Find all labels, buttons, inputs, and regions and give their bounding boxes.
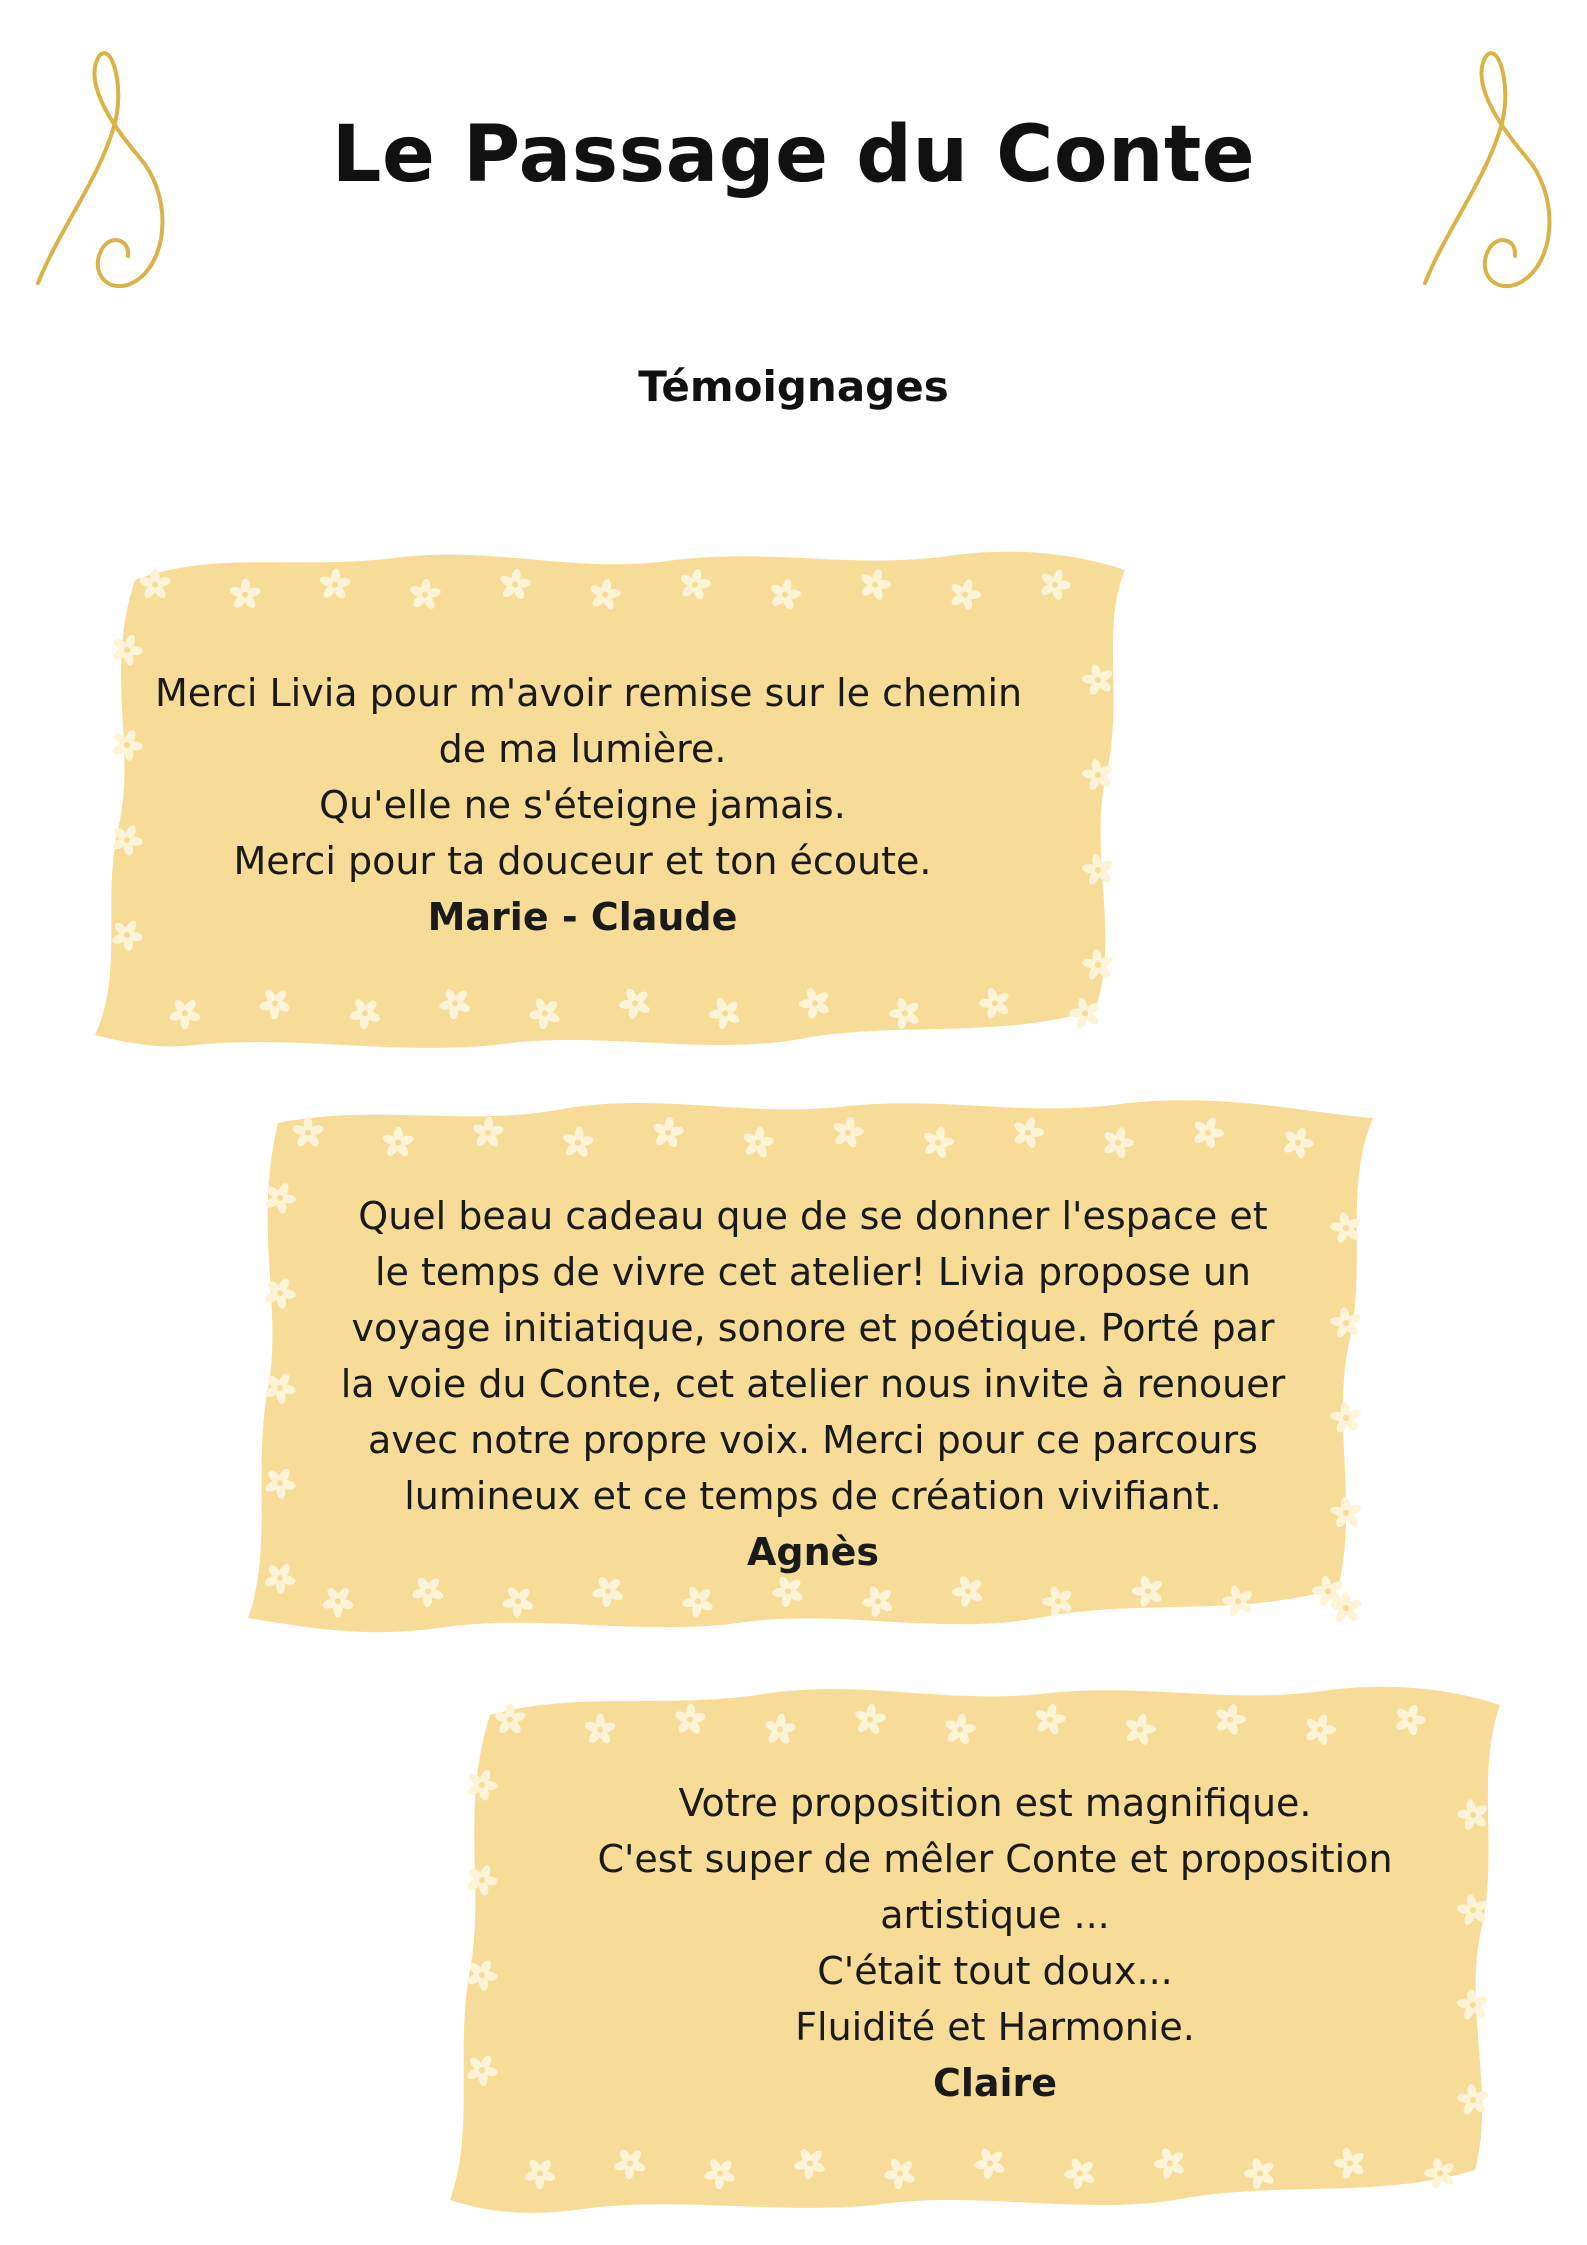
testimonial-line: de ma lumière. (438, 727, 727, 771)
testimonial-line: la voie du Conte, cet atelier nous invite à renouer (340, 1362, 1286, 1406)
testimonial-line: Qu'elle ne s'éteigne jamais. (319, 783, 846, 827)
page-title: Le Passage du Conte (331, 110, 1256, 200)
testimonial-line: Fluidité et Harmonie. (795, 2005, 1195, 2049)
testimonial-author: Claire (932, 2061, 1058, 2105)
testimonial-line: Votre proposition est magnifique. (678, 1781, 1312, 1825)
testimonial-card (248, 1088, 1378, 1648)
section-subtitle: Témoignages (638, 362, 949, 411)
testimonial-line: le temps de vivre cet atelier! Livia propose un (374, 1250, 1251, 1294)
testimonial-text (155, 665, 1023, 945)
testimonial-author: Marie - Claude (427, 895, 738, 939)
testimonial-line: C'était tout doux... (817, 1949, 1173, 1993)
testimonial-line: Merci Livia pour m'avoir remise sur le chemin (155, 671, 1023, 715)
testimonial-line: Merci pour ta douceur et ton écoute. (233, 839, 932, 883)
testimonial-line: voyage initiatique, sonore et poétique. Porté par (351, 1306, 1275, 1350)
testimonial-line: Quel beau cadeau que de se donner l'espace et (358, 1194, 1268, 1238)
testimonial-line: avec notre propre voix. Merci pour ce parcours (368, 1418, 1258, 1462)
testimonial-line: lumineux et ce temps de création vivifiant. (404, 1474, 1222, 1518)
testimonial-line: C'est super de mêler Conte et proposition (597, 1837, 1393, 1881)
testimonial-author: Agnès (746, 1530, 880, 1574)
testimonial-card (95, 540, 1130, 1060)
testimonial-text (298, 1188, 1328, 1580)
testimonial-text (520, 1775, 1470, 2111)
testimonial-line: artistique ... (880, 1893, 1110, 1937)
testimonial-card (450, 1675, 1505, 2220)
